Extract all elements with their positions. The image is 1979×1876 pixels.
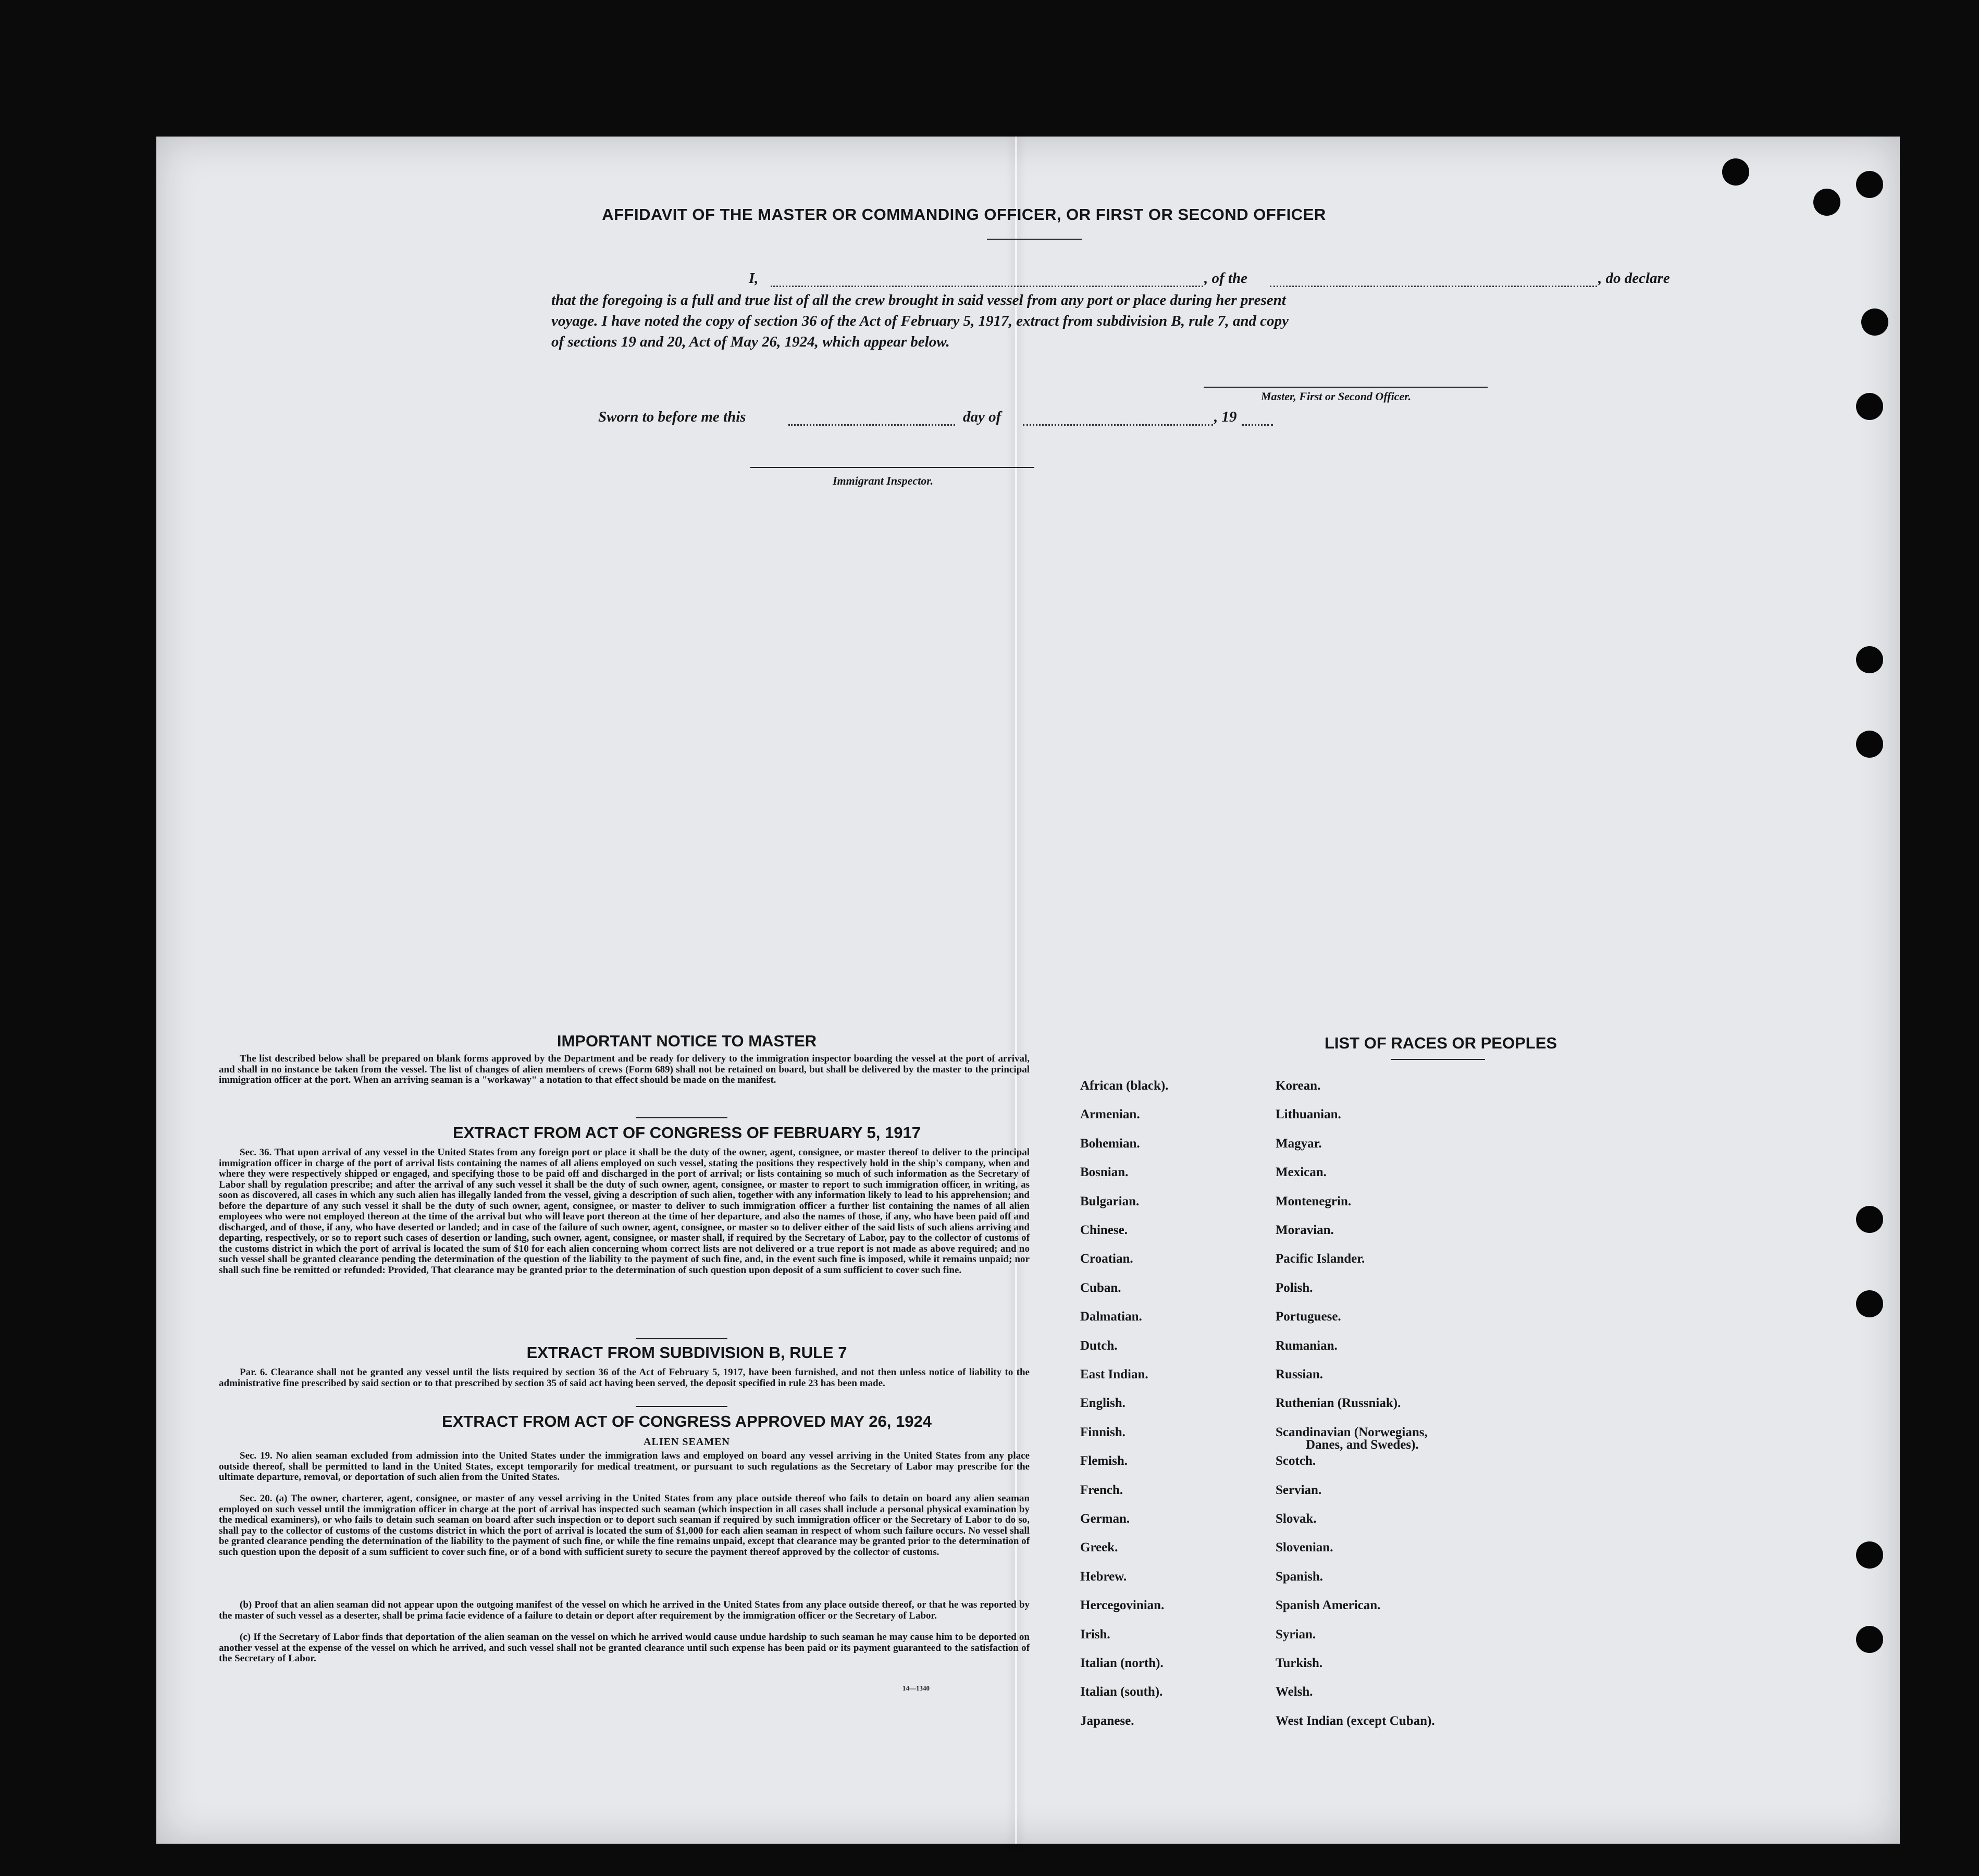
race-item: German. [1080, 1512, 1130, 1526]
race-item: Spanish American. [1276, 1598, 1381, 1613]
punch-hole [1856, 646, 1883, 673]
sworn-label: Sworn to before me this [598, 409, 746, 425]
race-item: Portuguese. [1276, 1310, 1341, 1324]
race-item: Dutch. [1080, 1338, 1118, 1353]
race-item: Italian (south). [1080, 1685, 1163, 1699]
race-item: Italian (north). [1080, 1656, 1164, 1670]
race-item: Lithuanian. [1276, 1107, 1341, 1122]
race-item: Servian. [1276, 1483, 1322, 1497]
sec-20a-text: Sec. 20. (a) The owner, charterer, agent, consignee, or master of any vessel arriving in the United States from any place outside thereof who fails to detain on board any alien seaman employed on such vessel until the immigration officer in charge at the port of arrival has inspected such seaman (which inspection in all cases shall include a personal physical examination by the medical examiners), or who fails to detain such seaman on board after such inspection or to deport such seaman if required by such immigration officer or the Secretary of Labor to do so, shall pay to the collector of customs of the customs district in which the port of arrival is located the sum of $1,000 for each alien seaman in respect of whom such failure occurs. No vessel shall be granted clearance pending the determination of the liability to the payment of such fine, or while the fine remains unpaid, except that clearance may be granted prior to the determination of such question upon the deposit of a sum sufficient to cover such fine, or of a bond with sufficient surety to secure the payment thereof approved by the collector of customs. [219, 1493, 1030, 1558]
race-item: Finnish. [1080, 1425, 1125, 1439]
sworn-month-field[interactable] [1023, 424, 1213, 426]
form-sheet [156, 137, 1900, 1844]
punch-hole [1856, 731, 1883, 758]
race-item: Russian. [1276, 1367, 1324, 1381]
race-item: Hebrew. [1080, 1569, 1127, 1584]
punch-hole [1856, 171, 1883, 198]
extract-1917-body: Sec. 36. That upon arrival of any vessel in the United States from any foreign port or place it shall be the duty of the owner, agent, consignee, or master thereof to deliver to the principal immigration officer in charge of the port of arrival lists containing the names of all aliens employed on such vessel, stating the positions they respectively hold in the ship's company, when and where they were respectively shipped or engaged, and specifying those to be paid off and discharged in the port of arrival; or lists containing so much of such information as the Secretary of Labor shall by regulation prescribe; and after the arrival of any such vessel it shall be the duty of such owner, agent, consignee, or master to report to such immigration officer, in writing, as soon as discovered, all cases in which any such alien has illegally landed from the vessel, giving a description of such alien, together with any information likely to lead to his apprehension; and before the departure of any such vessel it shall be the duty of such owner, agent, consignee, or master to deliver to such immigration officer a further list containing the names of all alien employees who were not employed thereon at the time of the arrival but who will leave port thereon at the time of her departure, and also the names of those, if any, who have been paid off and discharged, and of those, if any, who have deserted or landed; and in case of the failure of such owner, agent, consignee, or master so to deliver either of the said lists of such aliens arriving and departing, respectively, or so to report such cases of desertion or landing, such owner, agent, consignee, or master shall, if required by the Secretary of Labor, pay to the collector of customs of the customs district in which the port of arrival is located the sum of $10 for each alien concerning whom correct lists are not delivered or a true report is not made as above required; and no such vessel shall be granted clearance pending the determination of the question of the liability to the payment of such fine, and, in the event such fine is imposed, while it remains unpaid; nor shall such fine be remitted or refunded: Provided, That clearance may be granted prior to the determination of such question upon deposit of a sum sufficient to cover such fine. [219, 1147, 1030, 1276]
sworn-day-field[interactable] [788, 424, 955, 426]
punch-hole [1856, 1541, 1883, 1569]
race-item: Hercegovinian. [1080, 1598, 1165, 1613]
divider [636, 1406, 727, 1407]
race-item: Chinese. [1080, 1223, 1128, 1237]
day-of-label: day of [963, 409, 1001, 425]
race-item: Turkish. [1276, 1656, 1323, 1670]
do-declare-label: , do declare [1598, 270, 1670, 287]
master-signature-line[interactable] [1204, 387, 1488, 388]
extract-rule7-title: EXTRACT FROM SUBDIVISION B, RULE 7 [526, 1343, 847, 1362]
race-item: Dalmatian. [1080, 1310, 1142, 1324]
punch-hole [1856, 393, 1883, 420]
inspector-signature-line[interactable] [750, 467, 1034, 468]
divider [636, 1338, 727, 1339]
i-label: I, [749, 270, 759, 287]
race-item-continuation: Danes, and Swedes). [1306, 1437, 1419, 1452]
affidavit-line-3: voyage. I have noted the copy of section 36 of the Act of February 5, 1917, extract from subdivision B, rule 7, and copy [551, 313, 1289, 329]
race-item: Croatian. [1080, 1252, 1133, 1266]
race-item: East Indian. [1080, 1367, 1148, 1381]
punch-hole [1856, 1206, 1883, 1233]
punch-hole [1856, 1626, 1883, 1653]
punch-hole [1861, 308, 1888, 336]
race-item: Cuban. [1080, 1280, 1121, 1295]
center-fold [1015, 137, 1017, 1844]
extract-rule7-body: Par. 6. Clearance shall not be granted any vessel until the lists required by section 36 of the Act of February 5, 1917, have been furnished, and not then unless notice of liability to the administrative fine prescribed by said section or to that prescribed by section 35 of said act having been served, the deposit specified in rule 23 has been made. [219, 1367, 1030, 1389]
race-item: Montenegrin. [1276, 1194, 1352, 1208]
race-item: Slovak. [1276, 1512, 1317, 1526]
race-item: Japanese. [1080, 1713, 1134, 1728]
race-item: Slovenian. [1276, 1540, 1333, 1555]
race-item: Bosnian. [1080, 1165, 1129, 1180]
master-signature-label: Master, First or Second Officer. [1261, 390, 1412, 403]
sworn-line [598, 409, 1328, 429]
affidavit-line-4: of sections 19 and 20, Act of May 26, 1924, which appear below. [551, 334, 950, 350]
race-item: West Indian (except Cuban). [1276, 1713, 1435, 1728]
race-item: African (black). [1080, 1079, 1169, 1093]
race-item: Ruthenian (Russniak). [1276, 1396, 1401, 1411]
extract-1924-subtitle: ALIEN SEAMEN [644, 1436, 730, 1448]
race-item: Polish. [1276, 1280, 1313, 1295]
race-item: Rumanian. [1276, 1338, 1338, 1353]
year-label: , 19 [1214, 409, 1237, 425]
race-item: Greek. [1080, 1540, 1118, 1555]
race-item: Magyar. [1276, 1136, 1322, 1151]
race-item: Syrian. [1276, 1627, 1316, 1642]
race-item: Irish. [1080, 1627, 1110, 1642]
race-item: Bulgarian. [1080, 1194, 1140, 1208]
race-item: Bohemian. [1080, 1136, 1140, 1151]
sec-19-text: Sec. 19. No alien seaman excluded from admission into the United States under the immigration laws and employed on board any vessel arriving in the United States from any place outside thereof, shall be permitted to land in the United States, except temporarily for medical treatment, or pursuant to such regulations as the Secretary of Labor may prescribe for the ultimate departure, removal, or deportation of such alien from the United States. [219, 1450, 1030, 1483]
punch-hole [1813, 189, 1840, 216]
affidavit-line-2: that the foregoing is a full and true list of all the crew brought in said vessel from any port or place during her present [551, 292, 1286, 308]
races-title-underline [1391, 1059, 1485, 1060]
race-item: Pacific Islander. [1276, 1252, 1365, 1266]
inspector-label: Immigrant Inspector. [833, 474, 934, 487]
race-item: Welsh. [1276, 1685, 1313, 1699]
notice-title: IMPORTANT NOTICE TO MASTER [556, 1032, 817, 1050]
race-item: Scandinavian (Norwegians, [1276, 1425, 1428, 1439]
divider [636, 1117, 727, 1118]
vessel-field[interactable] [1270, 286, 1597, 287]
punch-hole [1856, 1290, 1883, 1317]
race-item: Spanish. [1276, 1569, 1324, 1584]
race-item: French. [1080, 1483, 1123, 1497]
race-item: English. [1080, 1396, 1125, 1411]
races-left-column [1080, 1079, 1268, 1728]
races-right-column [1276, 1079, 1547, 1728]
title-underline [987, 239, 1082, 240]
extract-1917-title: EXTRACT FROM ACT OF CONGRESS OF FEBRUARY 5, 1917 [453, 1124, 921, 1142]
race-item: Moravian. [1276, 1223, 1334, 1237]
name-field[interactable] [771, 286, 1203, 287]
affidavit-title: AFFIDAVIT OF THE MASTER OR COMMANDING OFFICER, OR FIRST OR SECOND OFFICER [602, 205, 1326, 224]
extract-1924-title: EXTRACT FROM ACT OF CONGRESS APPROVED MAY 26, 1924 [442, 1412, 932, 1430]
race-item: Flemish. [1080, 1454, 1128, 1468]
of-the-label: , of the [1204, 270, 1247, 287]
sworn-year-field[interactable] [1242, 424, 1273, 426]
sec-20c-text: (c) If the Secretary of Labor finds that deportation of the alien seaman on the vessel on which he arrived would cause undue hardship to such seaman he may cause him to be deported on another vessel at the expense of the vessel on which he arrived, and such vessel shall not be granted clearance until such expense has been paid or its payment guaranteed to the satisfaction of the Secretary of Labor. [219, 1632, 1030, 1664]
races-title: LIST OF RACES OR PEOPLES [1324, 1034, 1557, 1052]
race-item: Scotch. [1276, 1454, 1316, 1468]
punch-hole [1722, 158, 1749, 186]
race-item: Armenian. [1080, 1107, 1140, 1122]
form-number: 14—1340 [902, 1684, 930, 1692]
sec-20b-text: (b) Proof that an alien seaman did not appear upon the outgoing manifest of the vessel on which he arrived in the United States from any place outside thereof, or that he was reported by the master of such vessel as a deserter, shall be prima facie evidence of a failure to detain or deport after requirement by the immigration officer or the Secretary of Labor. [219, 1599, 1030, 1621]
notice-body: The list described below shall be prepared on blank forms approved by the Department and be ready for delivery to the immigration inspector boarding the vessel at the port of arrival, and shall in no instance be taken from the vessel. The list of changes of alien members of crews (Form 689) shall not be retained on board, but shall be delivered by the master to the principal immigration officer at the port. When an arriving seaman is a "workaway" a notation to that effect should be made on the manifest. [219, 1053, 1030, 1085]
affidavit-line-1 [599, 270, 1677, 291]
race-item: Mexican. [1276, 1165, 1327, 1180]
race-item: Korean. [1276, 1079, 1321, 1093]
